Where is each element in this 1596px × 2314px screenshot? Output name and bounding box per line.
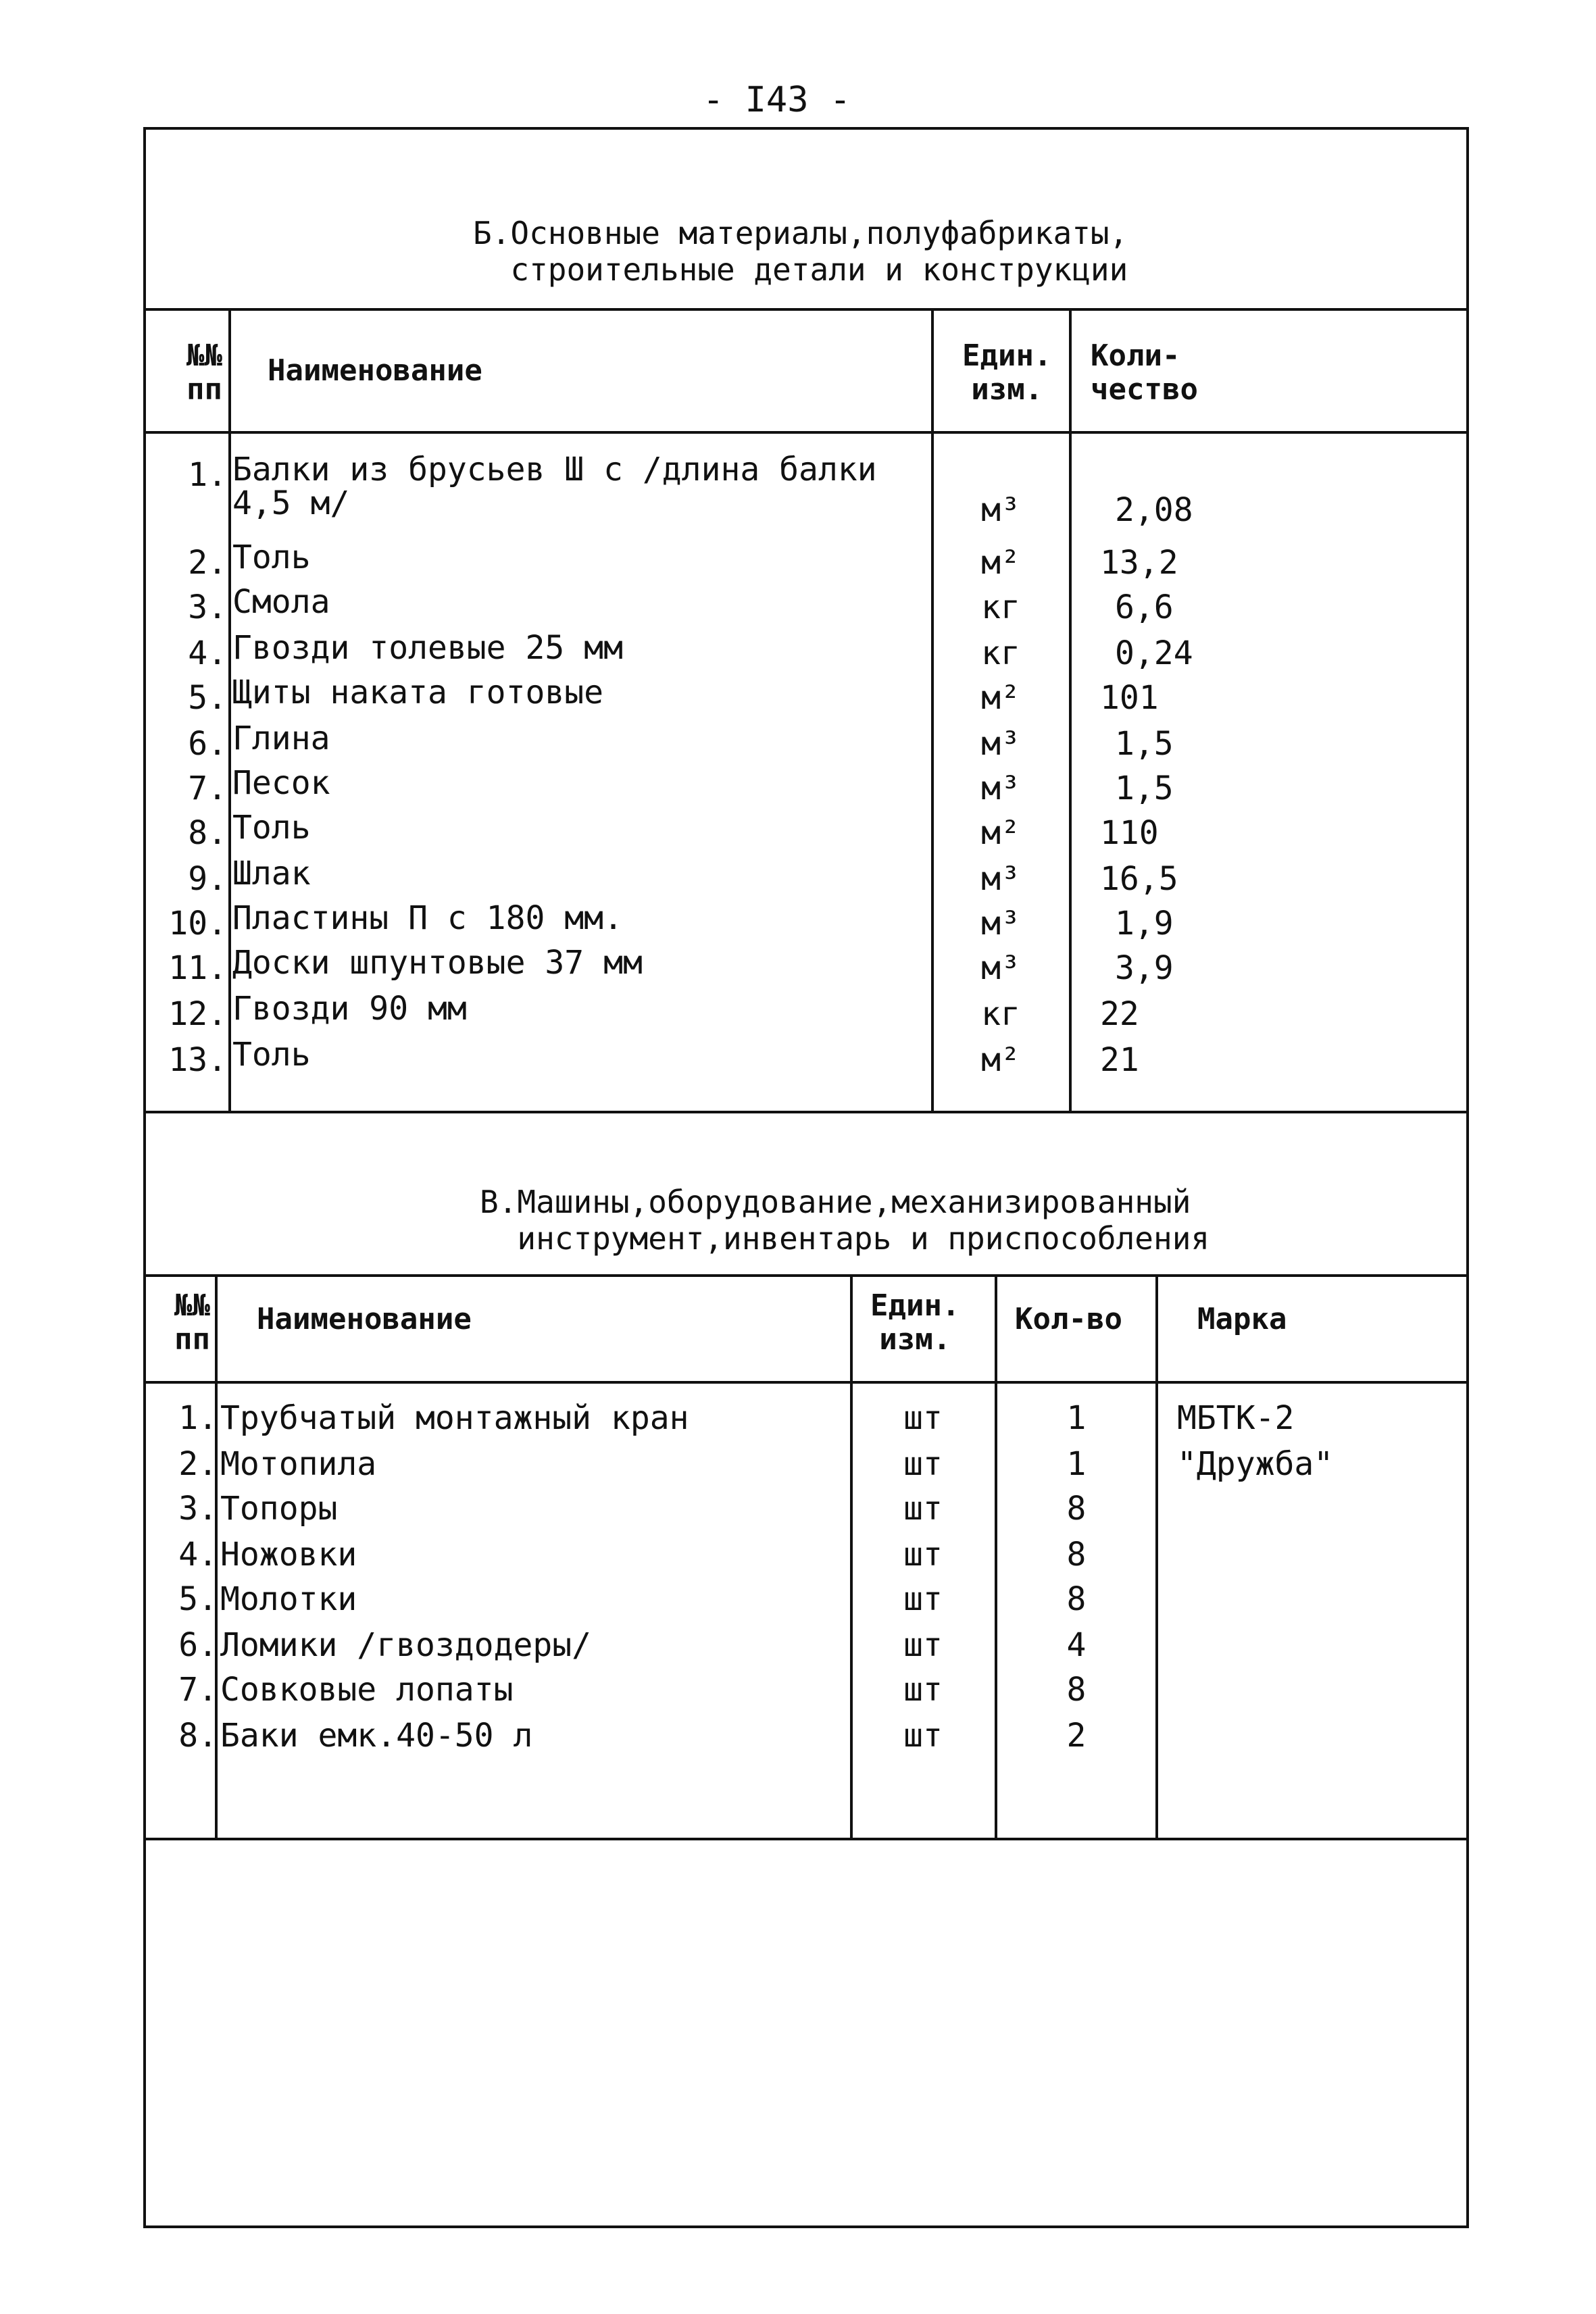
item-unit: м³: [981, 725, 1020, 763]
table-row: [153, 585, 1457, 630]
item-quantity: 13,2: [1100, 544, 1178, 582]
table-row: [153, 676, 1457, 720]
document-frame: [143, 127, 1469, 2228]
header-num: №№ пп: [174, 1288, 210, 1357]
table-row: [153, 766, 1457, 811]
item-unit: кг: [981, 588, 1020, 626]
item-unit: м²: [981, 544, 1020, 582]
table-row: [153, 857, 1457, 901]
row-number: 5.: [178, 1580, 218, 1618]
row-number: 4.: [188, 634, 227, 672]
row-number: 7.: [188, 770, 227, 807]
item-quantity: 8: [1066, 1580, 1087, 1618]
item-name: Смола: [232, 583, 330, 621]
item-quantity: 1,9: [1115, 905, 1174, 942]
table-row: [153, 631, 1457, 676]
header-unit: Един. изм.: [870, 1288, 960, 1357]
item-unit: кг: [981, 634, 1020, 672]
item-quantity: 1: [1066, 1445, 1087, 1483]
item-name: Ломики /гвоздодеры/: [220, 1626, 592, 1664]
table-row: [153, 1532, 1457, 1577]
item-quantity: 8: [1066, 1536, 1087, 1574]
table-row: [153, 1623, 1457, 1667]
item-brand: "Дружба": [1177, 1445, 1334, 1483]
row-number: 8.: [188, 814, 227, 852]
item-quantity: 2: [1066, 1717, 1087, 1755]
item-name: Пластины П с 180 мм.: [232, 899, 623, 937]
header-num: №№ пп: [186, 338, 222, 407]
row-number: 2.: [178, 1445, 218, 1483]
item-name: Толь: [232, 809, 311, 847]
item-unit: шт: [903, 1445, 943, 1483]
item-quantity: 0,24: [1115, 634, 1193, 672]
header-qty: Коли- чество: [1091, 338, 1198, 407]
item-quantity: 3,9: [1115, 949, 1174, 987]
table-row: [153, 1486, 1457, 1531]
item-unit: шт: [903, 1717, 943, 1755]
item-name: Толь: [232, 1036, 311, 1074]
item-quantity: 4: [1066, 1626, 1087, 1664]
row-number: 3.: [178, 1490, 218, 1528]
row-number: 7.: [178, 1671, 218, 1709]
row-number: 13.: [168, 1041, 227, 1079]
row-number: 10.: [168, 905, 227, 942]
item-unit: м³: [981, 949, 1020, 987]
divider: [143, 431, 1469, 434]
row-number: 6.: [178, 1626, 218, 1664]
item-unit: шт: [903, 1490, 943, 1528]
table-row: [153, 722, 1457, 766]
item-unit: кг: [981, 995, 1020, 1033]
item-name: Трубчатый монтажный кран: [220, 1399, 689, 1437]
item-unit: шт: [903, 1626, 943, 1664]
item-quantity: 1: [1066, 1399, 1087, 1437]
item-unit: шт: [903, 1536, 943, 1574]
item-name: Толь: [232, 538, 311, 576]
item-quantity: 8: [1066, 1490, 1087, 1528]
divider: [143, 1838, 1469, 1840]
item-quantity: 6,6: [1115, 588, 1174, 626]
row-number: 3.: [188, 588, 227, 626]
header-brand: Марка: [1197, 1302, 1287, 1336]
item-quantity: 22: [1100, 995, 1139, 1033]
row-number: 12.: [168, 995, 227, 1033]
row-number: 1.: [178, 1399, 218, 1437]
table-row: [153, 1577, 1457, 1621]
section-v-title: В.Машины,оборудование,механизированный инструмент,инвентарь и приспособления: [480, 1184, 1210, 1257]
table-row: [153, 811, 1457, 855]
table-row: [153, 1038, 1457, 1082]
item-name: Глина: [232, 720, 330, 757]
item-unit: м³: [981, 491, 1020, 529]
item-name: Ножовки: [220, 1536, 357, 1574]
row-number: 11.: [168, 949, 227, 987]
item-quantity: 1,5: [1115, 770, 1174, 807]
header-name: Наименование: [257, 1302, 472, 1336]
header-qty: Кол-во: [1015, 1302, 1122, 1336]
item-brand: МБТК-2: [1177, 1399, 1295, 1437]
table-row: [153, 540, 1457, 585]
item-name: Песок: [232, 764, 330, 802]
divider: [143, 1111, 1469, 1113]
table-row: [153, 992, 1457, 1036]
page-number: - I43 -: [703, 80, 851, 120]
item-unit: м²: [981, 1041, 1020, 1079]
row-number: 9.: [188, 860, 227, 898]
header-name: Наименование: [268, 353, 482, 388]
item-name: Баки емк.40-50 л: [220, 1717, 533, 1755]
item-name: Балки из брусьев Ш с /длина балки 4,5 м/: [232, 451, 877, 522]
item-name: Щиты наката готовые: [232, 674, 604, 711]
item-quantity: 21: [1100, 1041, 1139, 1079]
table-row: [153, 901, 1457, 946]
item-name: Доски шпунтовые 37 мм: [232, 944, 643, 982]
item-quantity: 8: [1066, 1671, 1087, 1709]
row-number: 4.: [178, 1536, 218, 1574]
table-row: [153, 1713, 1457, 1758]
item-quantity: 110: [1100, 814, 1159, 852]
item-quantity: 2,08: [1115, 491, 1193, 529]
table-row: [153, 1667, 1457, 1712]
item-quantity: 101: [1100, 679, 1159, 717]
table-row: [153, 1442, 1457, 1486]
item-unit: м³: [981, 860, 1020, 898]
table-row: [153, 1396, 1457, 1440]
item-name: Топоры: [220, 1490, 338, 1528]
item-name: Мотопила: [220, 1445, 377, 1483]
item-unit: м²: [981, 679, 1020, 717]
section-b-title: Б.Основные материалы,полуфабрикаты, строительные детали и конструкции: [473, 215, 1128, 288]
item-unit: шт: [903, 1399, 943, 1437]
item-unit: м³: [981, 770, 1020, 807]
item-quantity: 16,5: [1100, 860, 1178, 898]
row-number: 2.: [188, 544, 227, 582]
item-name: Молотки: [220, 1580, 357, 1618]
item-name: Гвозди 90 мм: [232, 990, 467, 1028]
header-unit: Един. изм.: [962, 338, 1052, 407]
table-row: [153, 946, 1457, 990]
divider: [143, 308, 1469, 311]
item-unit: шт: [903, 1580, 943, 1618]
item-quantity: 1,5: [1115, 725, 1174, 763]
item-unit: м²: [981, 814, 1020, 852]
row-number: 1.: [188, 456, 227, 494]
divider: [143, 1274, 1469, 1277]
item-name: Гвозди толевые 25 мм: [232, 629, 623, 667]
row-number: 8.: [178, 1717, 218, 1755]
item-name: Совковые лопаты: [220, 1671, 514, 1709]
divider: [143, 1381, 1469, 1384]
item-name: Шлак: [232, 855, 311, 892]
item-unit: шт: [903, 1671, 943, 1709]
item-unit: м³: [981, 905, 1020, 942]
row-number: 5.: [188, 679, 227, 717]
row-number: 6.: [188, 725, 227, 763]
table-row: [153, 451, 1457, 529]
